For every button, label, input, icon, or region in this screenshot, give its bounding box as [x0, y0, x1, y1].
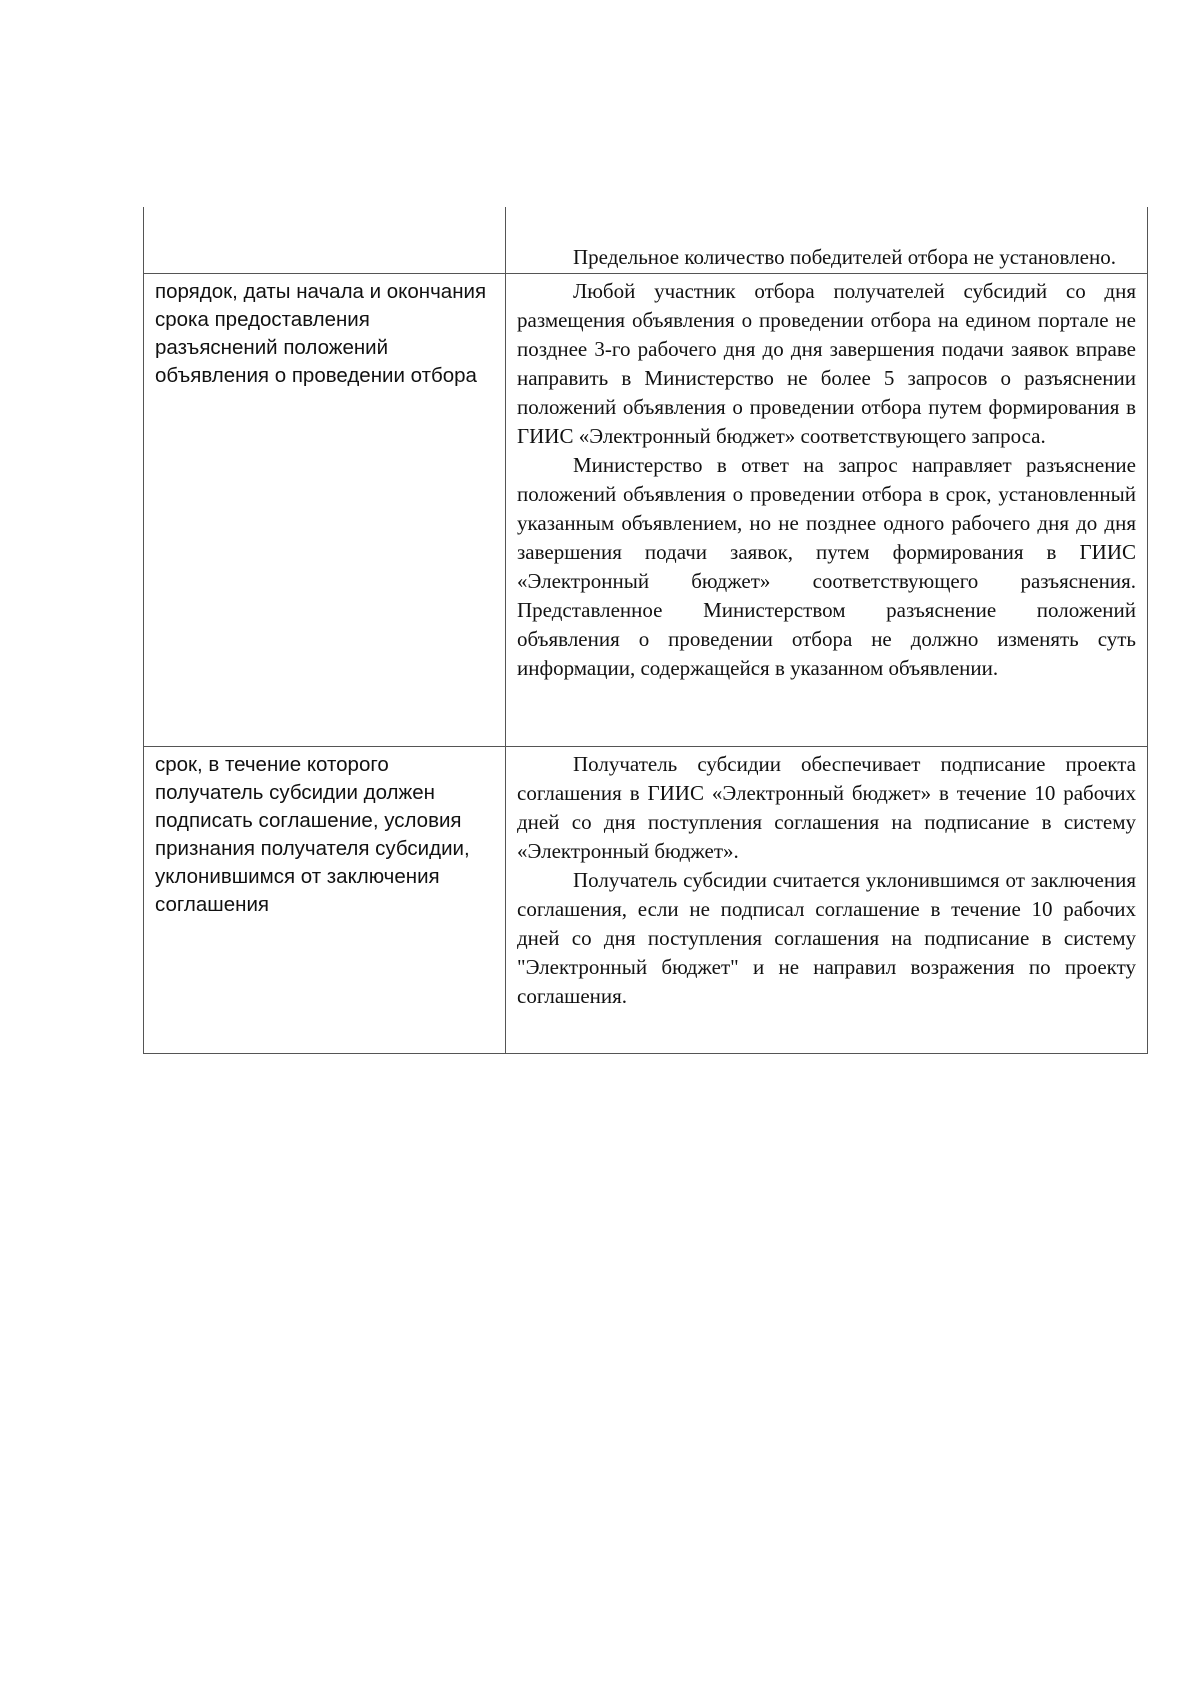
criterion-text: срок, в течение которого получатель субсидии должен подписать соглашение, условия признания получателя субсидии, уклонившимся от заключения соглашения [155, 753, 470, 916]
table-cell-criterion [144, 207, 506, 274]
document-table [143, 207, 1148, 1054]
table-cell-criterion [144, 274, 506, 747]
description-paragraph: Министерство в ответ на запрос направляет разъяснение положений объявления о проведении отбора в срок, установленный указанным объявлением, но не позднее одного рабочего дня до дня завершения подачи заявок, путем формирования в ГИИС «Электронный бюджет» соответствующего разъяснения. Представленное Министерством разъяснение положений объявления о проведении отбора не должно изменять суть информации, содержащейся в указанном объявлении. [517, 453, 1136, 680]
table-cell-description [506, 274, 1148, 747]
criterion-text: порядок, даты начала и окончания срока предоставления разъяснений положений объявления о проведении отбора [155, 280, 487, 387]
table-row [144, 747, 1148, 1054]
table-cell-description [506, 207, 1148, 274]
table-cell-criterion [144, 747, 506, 1054]
description-paragraph: Получатель субсидии считается уклонившимся от заключения соглашения, если не подписал соглашение в течение 10 рабочих дней со дня поступления соглашения на подписание в систему "Электронный бюджет" и не направил возражения по проекту соглашения. [517, 868, 1136, 1008]
table-row [144, 274, 1148, 747]
description-paragraph: Получатель субсидии обеспечивает подписание проекта соглашения в ГИИС «Электронный бюджет» в течение 10 рабочих дней со дня поступления соглашения на подписание в систему «Электронный бюджет». [517, 752, 1136, 863]
criterion-text [144, 207, 505, 211]
description-paragraph: Предельное количество победителей отбора не установлено. [573, 245, 1116, 269]
table-cell-description [506, 747, 1148, 1054]
table-row [144, 207, 1148, 274]
description-paragraph: Любой участник отбора получателей субсидий со дня размещения объявления о проведении отбора на едином портале не позднее 3-го рабочего дня до дня завершения подачи заявок вправе направить в Министерство не более 5 запросов о разъяснении положений объявления о проведении отбора путем формирования в ГИИС «Электронный бюджет» соответствующего запроса. [517, 279, 1136, 448]
